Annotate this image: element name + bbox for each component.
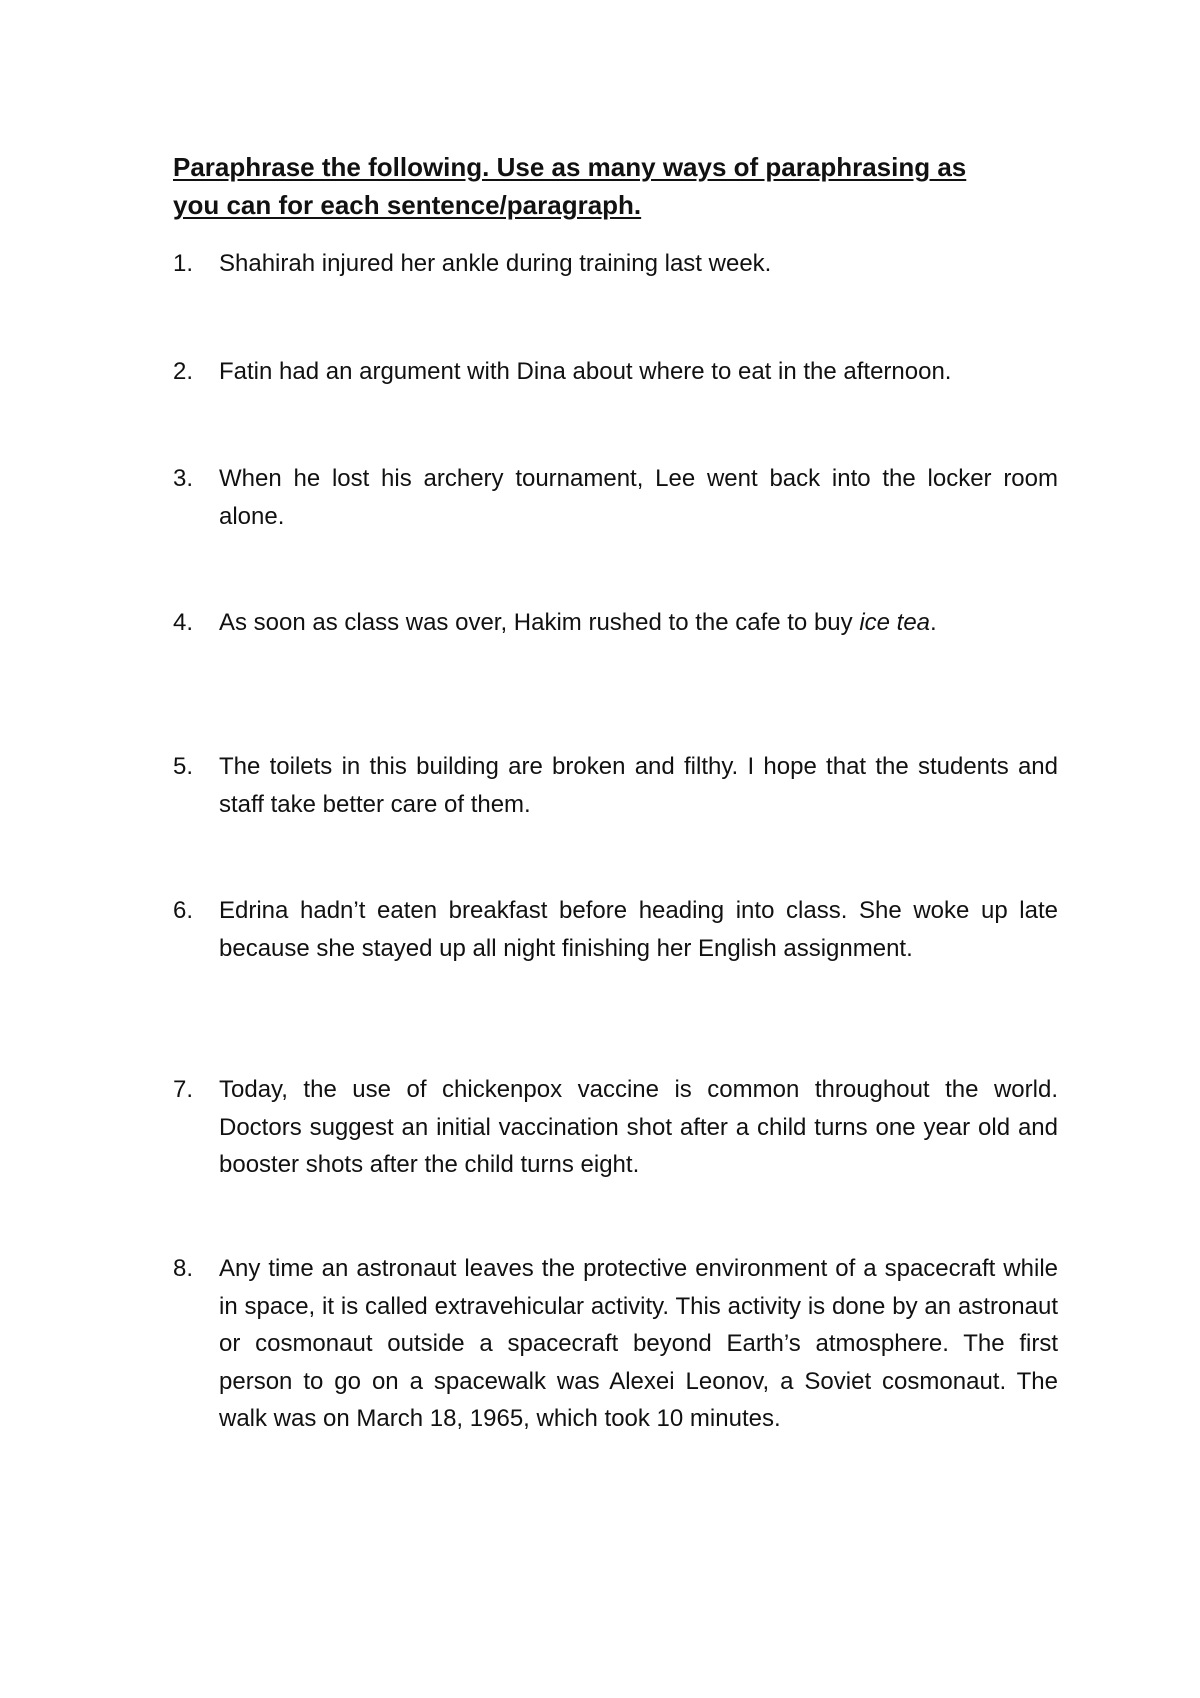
instructions-heading: [173, 148, 1073, 224]
item-number: 1.: [173, 250, 194, 277]
list-item-6: [173, 892, 1058, 967]
item-number: 4.: [173, 609, 194, 636]
item-number: 7.: [173, 1076, 194, 1103]
item-text: Today, the use of chickenpox vaccine is common throughout the world. Doctors suggest an initial vaccination shot after a child turns one year old and booster shots after the child turns eight.: [219, 1076, 1058, 1178]
list-item-5: [173, 748, 1058, 823]
list-item-3: [173, 460, 1058, 535]
instructions-line-2: you can for each sentence/paragraph.: [173, 190, 642, 220]
item-number: 6.: [173, 897, 194, 924]
item-text: [219, 604, 1058, 642]
item-text: Fatin had an argument with Dina about where to eat in the afternoon.: [219, 358, 952, 385]
item-number: 5.: [173, 753, 194, 780]
list-item-7: [173, 1071, 1058, 1184]
item-text-main: As soon as class was over, Hakim rushed to the cafe to buy: [219, 609, 860, 636]
item-text: Any time an astronaut leaves the protective environment of a spacecraft while in space, it is called extravehicular activity. This activity is done by an astronaut or cosmonaut outside a spacecraft beyond Earth’s atmosphere. The first person to go on a spacewalk was Alexei Leonov, a Soviet cosmonaut. The walk was on March 18, 1965, which took 10 minutes.: [219, 1255, 1058, 1432]
item-number: 2.: [173, 358, 194, 385]
item-number: 8.: [173, 1255, 194, 1282]
item-number: 3.: [173, 465, 194, 492]
item-text-italic: ice tea: [859, 609, 931, 636]
item-text: The toilets in this building are broken and filthy. I hope that the students and staff take better care of them.: [219, 753, 1058, 818]
item-text: Edrina hadn’t eaten breakfast before heading into class. She woke up late because she stayed up all night finishing her English assignment.: [219, 897, 1058, 962]
list-item-2: [173, 353, 1058, 391]
item-text-end: .: [930, 609, 937, 636]
list-item-1: [173, 245, 1058, 283]
list-item-8: [173, 1250, 1058, 1438]
instructions-line-1: Paraphrase the following. Use as many ways of paraphrasing as: [173, 152, 967, 182]
list-item-4: [173, 604, 1058, 642]
item-text: Shahirah injured her ankle during training last week.: [219, 250, 772, 277]
item-text: When he lost his archery tournament, Lee went back into the locker room alone.: [219, 465, 1058, 530]
